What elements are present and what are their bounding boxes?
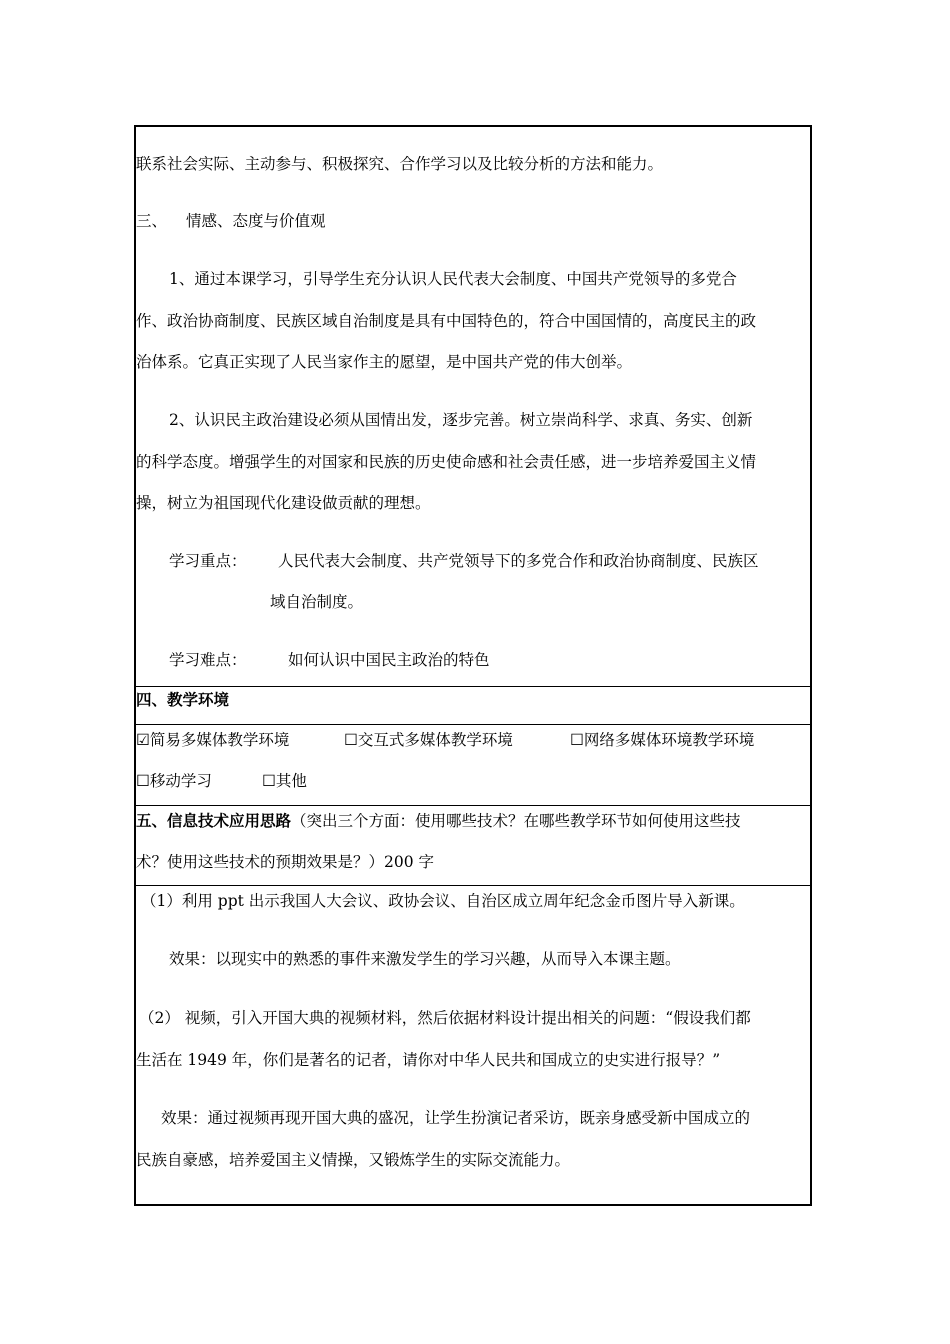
difficulty-text: 如何认识中国民主政治的特色: [288, 651, 490, 669]
paragraph-line: 效果：以现实中的熟悉的事件来激发学生的学习兴趣，从而导入本课主题。: [169, 950, 681, 968]
option-label: 网络多媒体环境教学环境: [583, 731, 755, 749]
section-number: 三、: [136, 212, 168, 230]
checkbox-icon[interactable]: ☐: [262, 772, 276, 790]
text-line: 联系社会实际、主动参与、积极探究、合作学习以及比较分析的方法和能力。: [136, 155, 664, 173]
paragraph-line: 2、认识民主政治建设必须从国情出发，逐步完善。树立崇尚科学、求真、务实、创新: [169, 411, 753, 429]
checked-checkbox-icon[interactable]: ☑: [136, 731, 150, 749]
section-heading: 情感、态度与价值观: [186, 212, 326, 230]
option-label: 简易多媒体教学环境: [149, 731, 290, 749]
option-network-multimedia[interactable]: [570, 730, 754, 750]
paragraph-line: 操，树立为祖国现代化建设做贡献的理想。: [136, 494, 431, 512]
key-points-text: 域自治制度。: [270, 593, 364, 611]
option-other[interactable]: [262, 771, 307, 791]
paragraph-line: 的科学态度。增强学生的对国家和民族的历史使命感和社会责任感，进一步培养爱国主义情: [136, 453, 757, 471]
paragraph-line: 生活在 1949 年，你们是著名的记者，请你对中华人民共和国成立的史实进行报导？”: [136, 1051, 721, 1069]
option-mobile-learning[interactable]: [136, 771, 212, 791]
key-points-label: 学习重点：: [169, 552, 247, 570]
section-heading: 四、教学环境: [136, 690, 230, 709]
lesson-plan-table: [134, 125, 812, 1206]
row-divider: [136, 885, 810, 886]
option-simple-multimedia[interactable]: [136, 730, 289, 750]
row-divider: [136, 686, 810, 687]
paragraph-line: （2） 视频，引入开国大典的视频材料，然后依据材料设计提出相关的问题：“假设我们都: [139, 1009, 751, 1027]
paragraph-line: 治体系。它真正实现了人民当家作主的愿望，是中国共产党的伟大创举。: [136, 353, 633, 371]
paragraph-line: 民族自豪感，培养爱国主义情操，又锻炼学生的实际交流能力。: [136, 1151, 571, 1169]
paragraph-line: 效果：通过视频再现开国大典的盛况，让学生扮演记者采访，既亲身感受新中国成立的: [161, 1109, 751, 1127]
checkbox-icon[interactable]: ☐: [344, 731, 358, 749]
difficulty-label: 学习难点：: [169, 651, 247, 669]
paragraph-line: 作、政治协商制度、民族区域自治制度是具有中国特色的，符合中国国情的，高度民主的政: [136, 312, 757, 330]
section-heading: [136, 811, 741, 831]
option-label: 移动学习: [149, 772, 212, 790]
option-interactive-multimedia[interactable]: [344, 730, 513, 750]
key-points-text: 人民代表大会制度、共产党领导下的多党合作和政治协商制度、民族区: [278, 552, 759, 570]
checkbox-icon[interactable]: ☐: [136, 772, 150, 790]
section-heading-note: （突出三个方面：使用哪些技术？在哪些教学环节如何使用这些技: [291, 812, 741, 830]
paragraph-line: （1）利用 ppt 出示我国人大会议、政协会议、自治区成立周年纪念金币图片导入新课。: [141, 892, 745, 910]
checkbox-icon[interactable]: ☐: [570, 731, 584, 749]
option-label: 其他: [275, 772, 307, 790]
paragraph-line: 1、通过本课学习，引导学生充分认识人民代表大会制度、中国共产党领导的多党合: [169, 270, 737, 288]
row-divider: [136, 805, 810, 806]
section-heading-note: 术？使用这些技术的预期效果是？）200 字: [136, 853, 435, 871]
option-label: 交互式多媒体教学环境: [357, 731, 513, 749]
section-heading-bold: 五、信息技术应用思路: [136, 811, 292, 830]
row-divider: [136, 724, 810, 725]
